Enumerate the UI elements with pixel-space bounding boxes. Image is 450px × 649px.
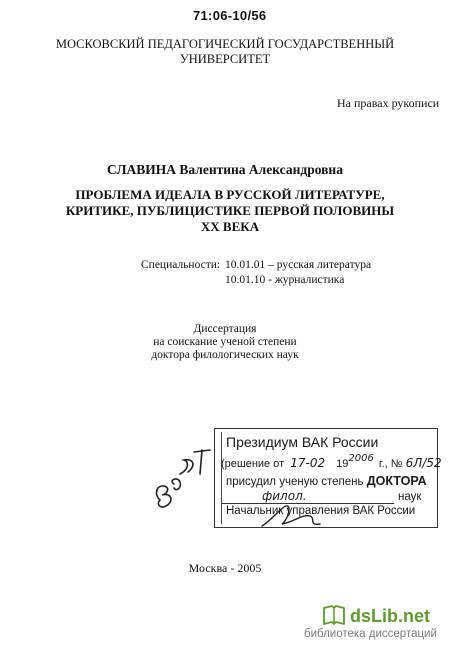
stamp-head-text: Начальник управления ВАК России xyxy=(226,505,416,517)
handwritten-side-note xyxy=(150,440,220,518)
university-name-line1: МОСКОВСКИЙ ПЕДАГОГИЧЕСКИЙ ГОСУДАРСТВЕННЫЙ xyxy=(55,37,395,51)
stamp-sciences: наук xyxy=(398,491,422,503)
specialty-2: 10.01.10 - журналистика xyxy=(225,274,345,286)
stamp-degree: ДОКТОРА xyxy=(366,474,427,488)
stamp-decision-line xyxy=(221,453,442,470)
stamp-date-handwritten: 17-02 xyxy=(290,456,326,470)
watermark-tagline: библиотека диссертаций xyxy=(304,628,437,640)
city-year: Москва - 2005 xyxy=(188,561,262,575)
watermark-logo: dsLib.net xyxy=(350,606,430,626)
specialty-1: 10.01.01 – русская литература xyxy=(225,259,372,271)
dissertation-degree-line: на соискание ученой степени xyxy=(153,336,297,348)
archive-code: 71:06-10/56 xyxy=(193,8,267,23)
rights-note: На правах рукописи xyxy=(337,96,440,110)
watermark-icon xyxy=(322,604,346,631)
stamp-number-prefix: г., № xyxy=(378,458,403,470)
stamp-field-handwritten: филол. xyxy=(262,489,307,503)
dissertation-type: Диссертация xyxy=(193,323,257,335)
dissertation-title: ПРОБЛЕМА ИДЕАЛА В РУССКОЙ ЛИТЕРАТУРЕ, КРИТИКЕ, ПУБЛИЦИСТИКЕ ПЕРВОЙ ПОЛОВИНЫ XX ВЕКА xyxy=(65,187,395,234)
stamp-year-printed: 19 xyxy=(336,458,349,470)
stamp-decision-prefix: (решение от xyxy=(221,458,285,470)
stamp-degree-line xyxy=(226,474,427,488)
stamp-signature xyxy=(258,500,328,532)
stamp-awarded-text: присудил ученую степень xyxy=(226,476,364,488)
dissertation-field-line: доктора филологических наук xyxy=(151,349,299,361)
university-name-line2: УНИВЕРСИТЕТ xyxy=(179,52,271,66)
specialties-label: Специальности: xyxy=(141,259,221,271)
stamp-year-handwritten: 2006 xyxy=(348,453,374,464)
stamp-number-handwritten: 6Л/52 xyxy=(405,456,442,470)
author-name: СЛАВИНА Валентина Александровна xyxy=(107,162,343,177)
stamp-title: Президиум ВАК России xyxy=(226,434,379,450)
